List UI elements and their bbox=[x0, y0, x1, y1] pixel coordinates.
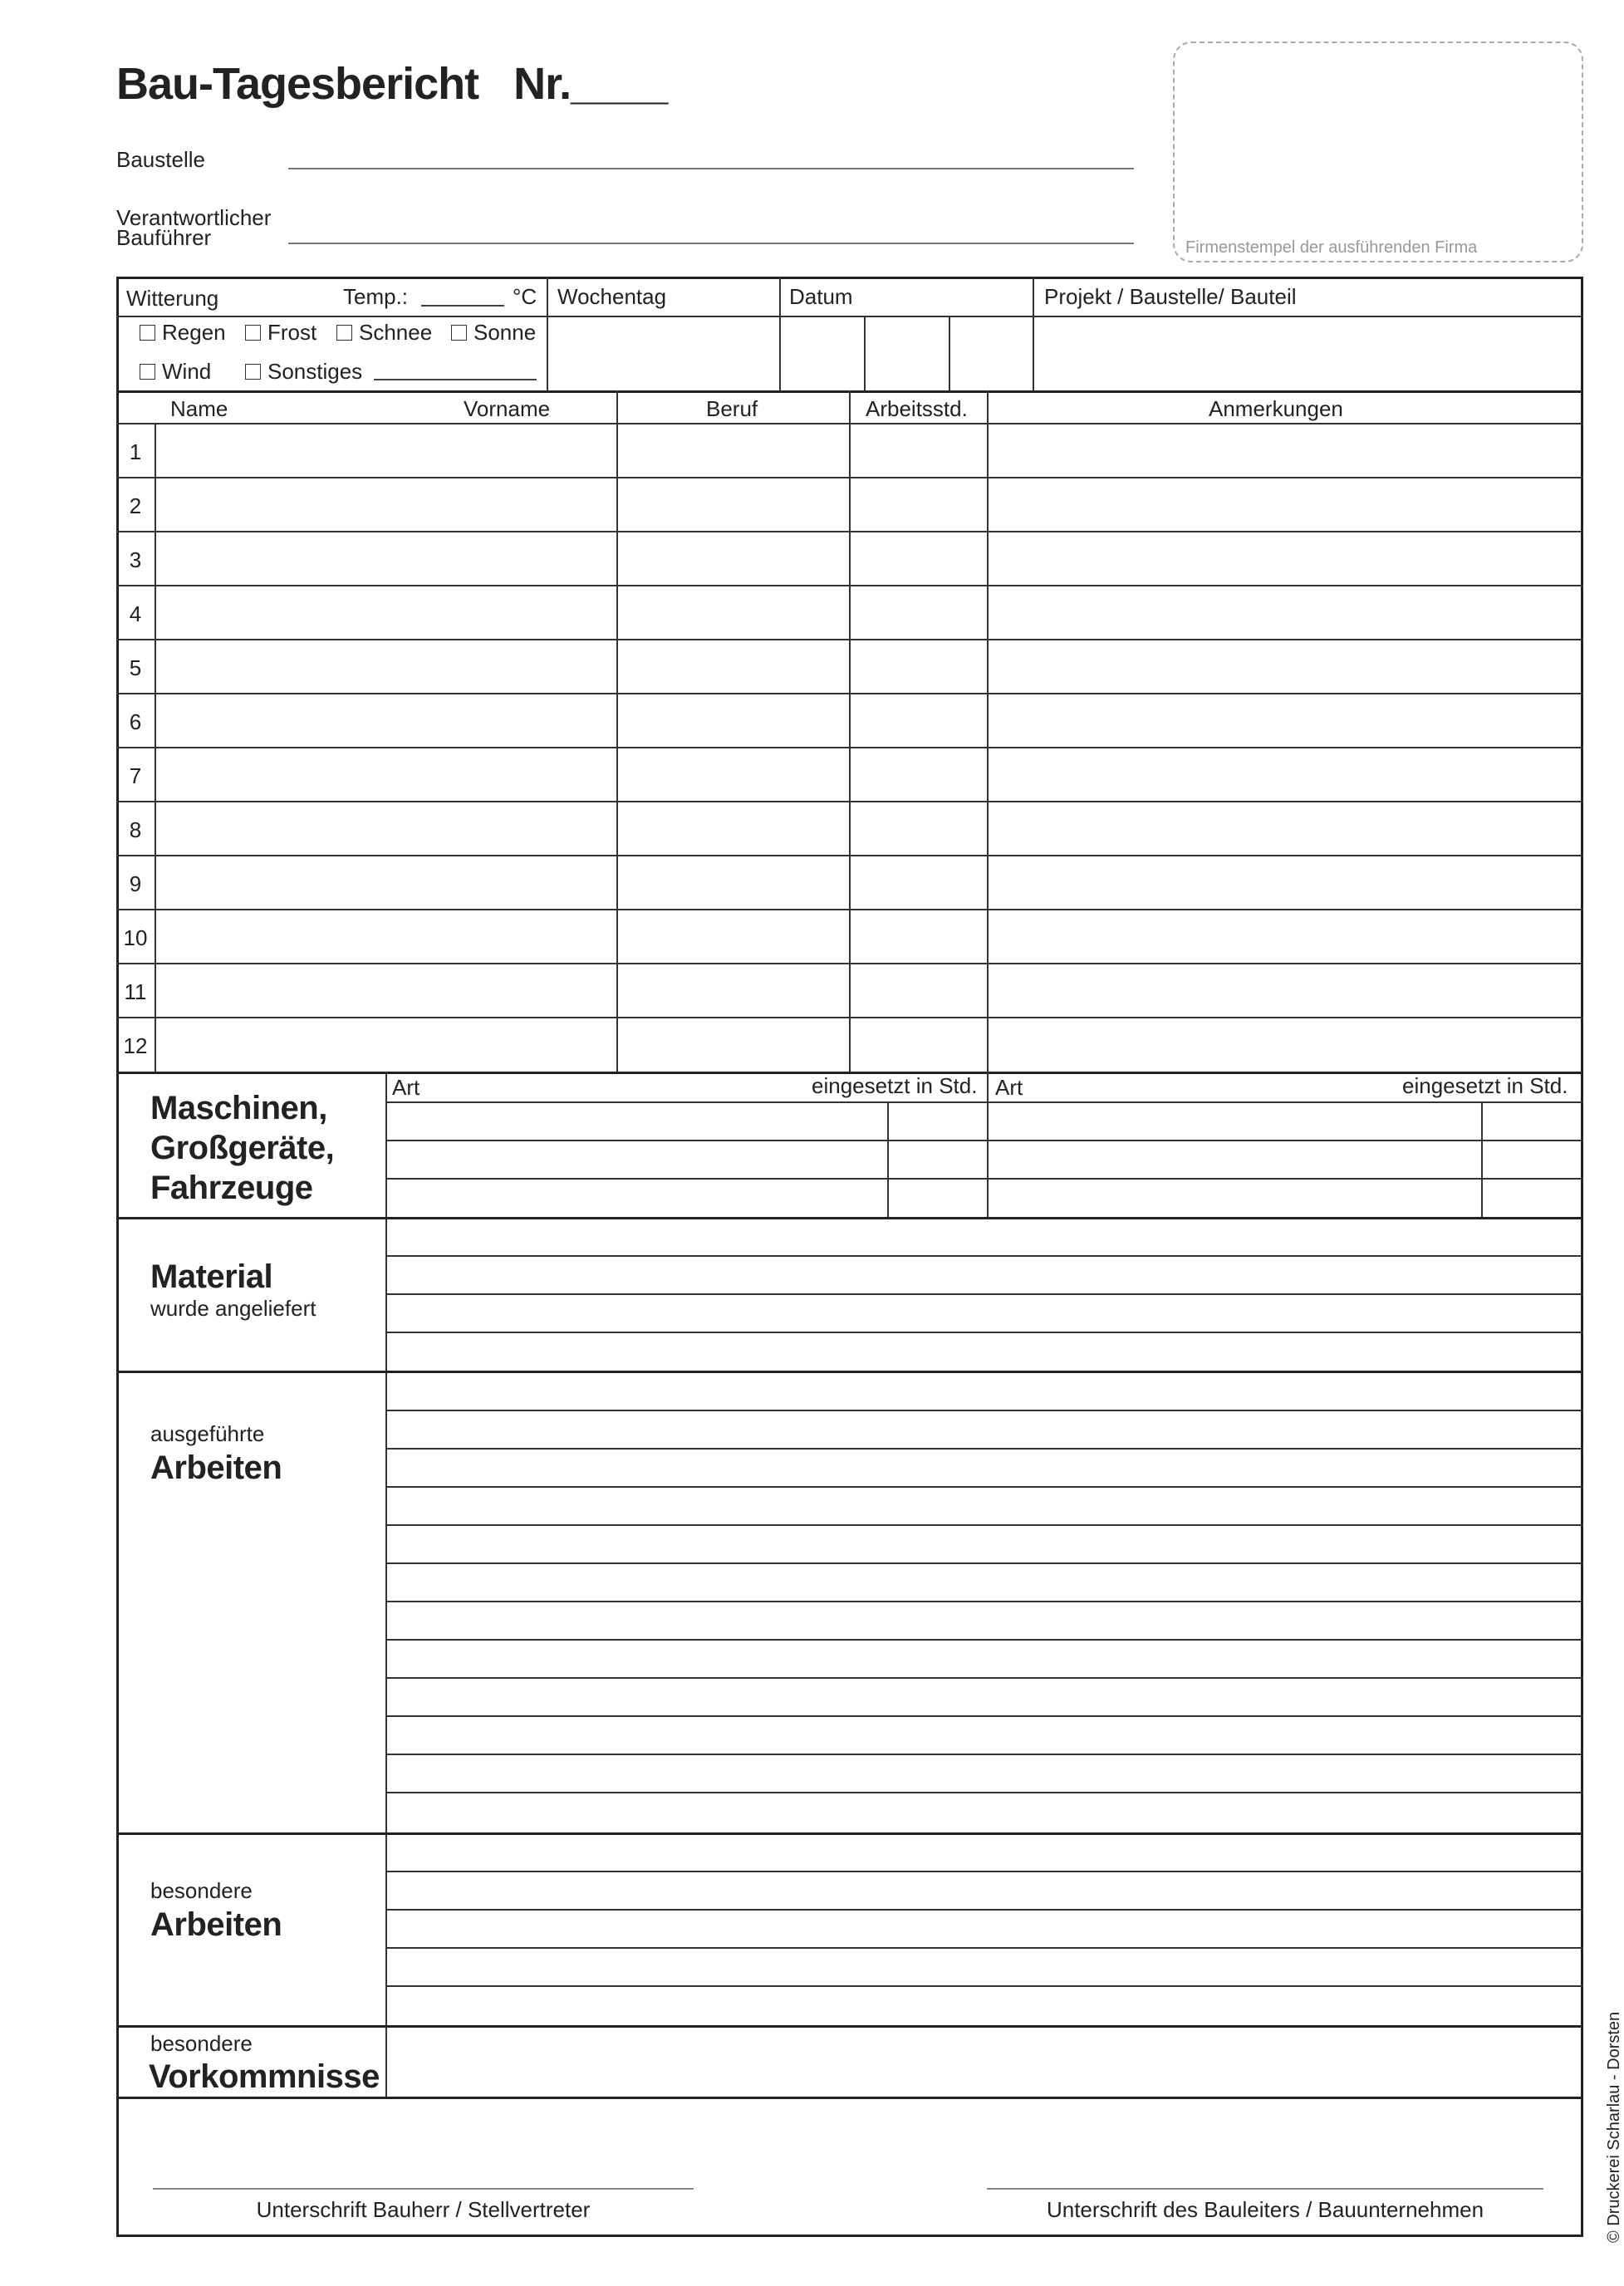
incidents-small-label: besondere bbox=[150, 2031, 253, 2056]
material-subtitle: wurde angeliefert bbox=[150, 1296, 316, 1321]
work-line[interactable] bbox=[385, 1677, 1583, 1679]
table-row[interactable] bbox=[116, 693, 1583, 694]
table-row[interactable] bbox=[116, 801, 1583, 802]
work-line[interactable] bbox=[385, 1754, 1583, 1755]
special-work-line[interactable] bbox=[385, 1947, 1583, 1949]
work-title: Arbeiten bbox=[150, 1450, 282, 1486]
temp-unit: °C bbox=[513, 284, 537, 309]
incidents-field[interactable] bbox=[387, 2028, 1582, 2096]
work-small-label: ausgeführte bbox=[150, 1421, 265, 1446]
row-number: 7 bbox=[129, 763, 142, 788]
baustelle-label: Baustelle bbox=[116, 147, 205, 172]
sonstiges-field[interactable] bbox=[374, 379, 537, 380]
table-row[interactable] bbox=[116, 639, 1583, 640]
sonstiges-checkbox[interactable] bbox=[245, 364, 261, 380]
bauleiter-label-1: Verantwortlicher bbox=[116, 205, 272, 230]
row-number: 1 bbox=[129, 439, 142, 464]
material-title: Material bbox=[150, 1258, 273, 1295]
wochentag-label: Wochentag bbox=[557, 284, 667, 309]
table-row[interactable] bbox=[116, 531, 1583, 532]
machines-title-2: Großgeräte, bbox=[150, 1130, 335, 1166]
machines-hours-header-left: eingesetzt in Std. bbox=[812, 1073, 978, 1098]
table-row[interactable] bbox=[116, 963, 1583, 964]
incidents-title: Vorkommnisse bbox=[149, 2058, 380, 2095]
col-beruf-header: Beruf bbox=[706, 396, 758, 421]
col-name-header: Name bbox=[170, 396, 228, 421]
special-work-line[interactable] bbox=[385, 1871, 1583, 1872]
weather-sonstiges[interactable]: Sonstiges bbox=[245, 360, 362, 383]
work-line[interactable] bbox=[385, 1562, 1583, 1564]
frost-checkbox[interactable] bbox=[245, 325, 261, 341]
signature-line-left[interactable] bbox=[153, 2188, 694, 2190]
signature-label-left: Unterschrift Bauherr / Stellvertreter bbox=[256, 2197, 591, 2222]
table-row[interactable] bbox=[116, 747, 1583, 748]
work-line[interactable] bbox=[385, 1601, 1583, 1602]
machines-title-3: Fahrzeuge bbox=[150, 1170, 313, 1206]
weather-wind[interactable]: Wind bbox=[140, 360, 211, 383]
machine-row[interactable] bbox=[385, 1140, 1583, 1141]
datum-label: Datum bbox=[789, 284, 853, 309]
row-number: 4 bbox=[129, 601, 142, 626]
table-row[interactable] bbox=[116, 585, 1583, 586]
work-line[interactable] bbox=[385, 1448, 1583, 1450]
baustelle-line[interactable] bbox=[288, 168, 1134, 169]
temp-label: Temp.: bbox=[343, 284, 409, 309]
schnee-checkbox[interactable] bbox=[336, 325, 352, 341]
regen-checkbox[interactable] bbox=[140, 325, 155, 341]
special-work-small-label: besondere bbox=[150, 1878, 253, 1903]
col-arbeitsstd-header: Arbeitsstd. bbox=[866, 396, 968, 421]
col-anmerkungen-header: Anmerkungen bbox=[1209, 396, 1343, 421]
machine-row[interactable] bbox=[385, 1178, 1583, 1180]
table-row[interactable] bbox=[116, 477, 1583, 478]
temp-field[interactable] bbox=[421, 305, 504, 307]
machines-art-header-right: Art bbox=[995, 1075, 1023, 1100]
machines-hours-header-right: eingesetzt in Std. bbox=[1402, 1073, 1568, 1098]
work-line[interactable] bbox=[385, 1792, 1583, 1793]
material-line[interactable] bbox=[385, 1255, 1583, 1257]
signature-label-right: Unterschrift des Bauleiters / Bauunternehmen bbox=[1046, 2197, 1484, 2222]
row-number: 3 bbox=[129, 547, 142, 572]
weather-frost[interactable]: Frost bbox=[245, 321, 316, 344]
row-number: 8 bbox=[129, 817, 142, 842]
stamp-label: Firmenstempel der ausführenden Firma bbox=[1185, 238, 1478, 257]
wind-checkbox[interactable] bbox=[140, 364, 155, 380]
work-line[interactable] bbox=[385, 1486, 1583, 1488]
special-work-title: Arbeiten bbox=[150, 1906, 282, 1943]
weather-schnee[interactable]: Schnee bbox=[336, 321, 432, 344]
row-number: 5 bbox=[129, 655, 142, 680]
company-stamp-box bbox=[1173, 42, 1583, 262]
datum-day-divider bbox=[864, 316, 866, 391]
weather-sonne[interactable]: Sonne bbox=[451, 321, 536, 344]
bauleiter-line[interactable] bbox=[288, 243, 1134, 244]
work-line[interactable] bbox=[385, 1639, 1583, 1641]
row-number: 6 bbox=[129, 709, 142, 734]
witterung-label: Witterung bbox=[126, 286, 219, 311]
copyright-text: © Druckerei Scharlau - Dorsten bbox=[1605, 2011, 1623, 2243]
projekt-label: Projekt / Baustelle/ Bauteil bbox=[1044, 284, 1297, 309]
material-line[interactable] bbox=[385, 1332, 1583, 1333]
special-work-line[interactable] bbox=[385, 1985, 1583, 1987]
row-number: 12 bbox=[123, 1033, 148, 1058]
sonne-checkbox[interactable] bbox=[451, 325, 467, 341]
machines-art-header-left: Art bbox=[392, 1075, 420, 1100]
row-number: 10 bbox=[123, 925, 148, 950]
table-row[interactable] bbox=[116, 909, 1583, 910]
bauleiter-label-2: Bauführer bbox=[116, 225, 212, 250]
machines-title-1: Maschinen, bbox=[150, 1090, 327, 1126]
work-line[interactable] bbox=[385, 1410, 1583, 1411]
table-row[interactable] bbox=[116, 855, 1583, 856]
signature-line-right[interactable] bbox=[987, 2188, 1543, 2190]
work-line[interactable] bbox=[385, 1524, 1583, 1526]
section-label-divider bbox=[385, 1072, 387, 2098]
row-number: 11 bbox=[124, 979, 147, 1004]
material-line[interactable] bbox=[385, 1293, 1583, 1295]
special-work-line[interactable] bbox=[385, 1909, 1583, 1911]
weather-regen[interactable]: Regen bbox=[140, 321, 226, 344]
row-number: 2 bbox=[129, 493, 142, 518]
page-title: Bau-Tagesbericht Nr.____ bbox=[116, 59, 668, 109]
table-row[interactable] bbox=[116, 1017, 1583, 1018]
datum-month-divider bbox=[949, 316, 950, 391]
col-vorname-header: Vorname bbox=[464, 396, 551, 421]
row-number: 9 bbox=[129, 871, 142, 896]
work-line[interactable] bbox=[385, 1715, 1583, 1717]
